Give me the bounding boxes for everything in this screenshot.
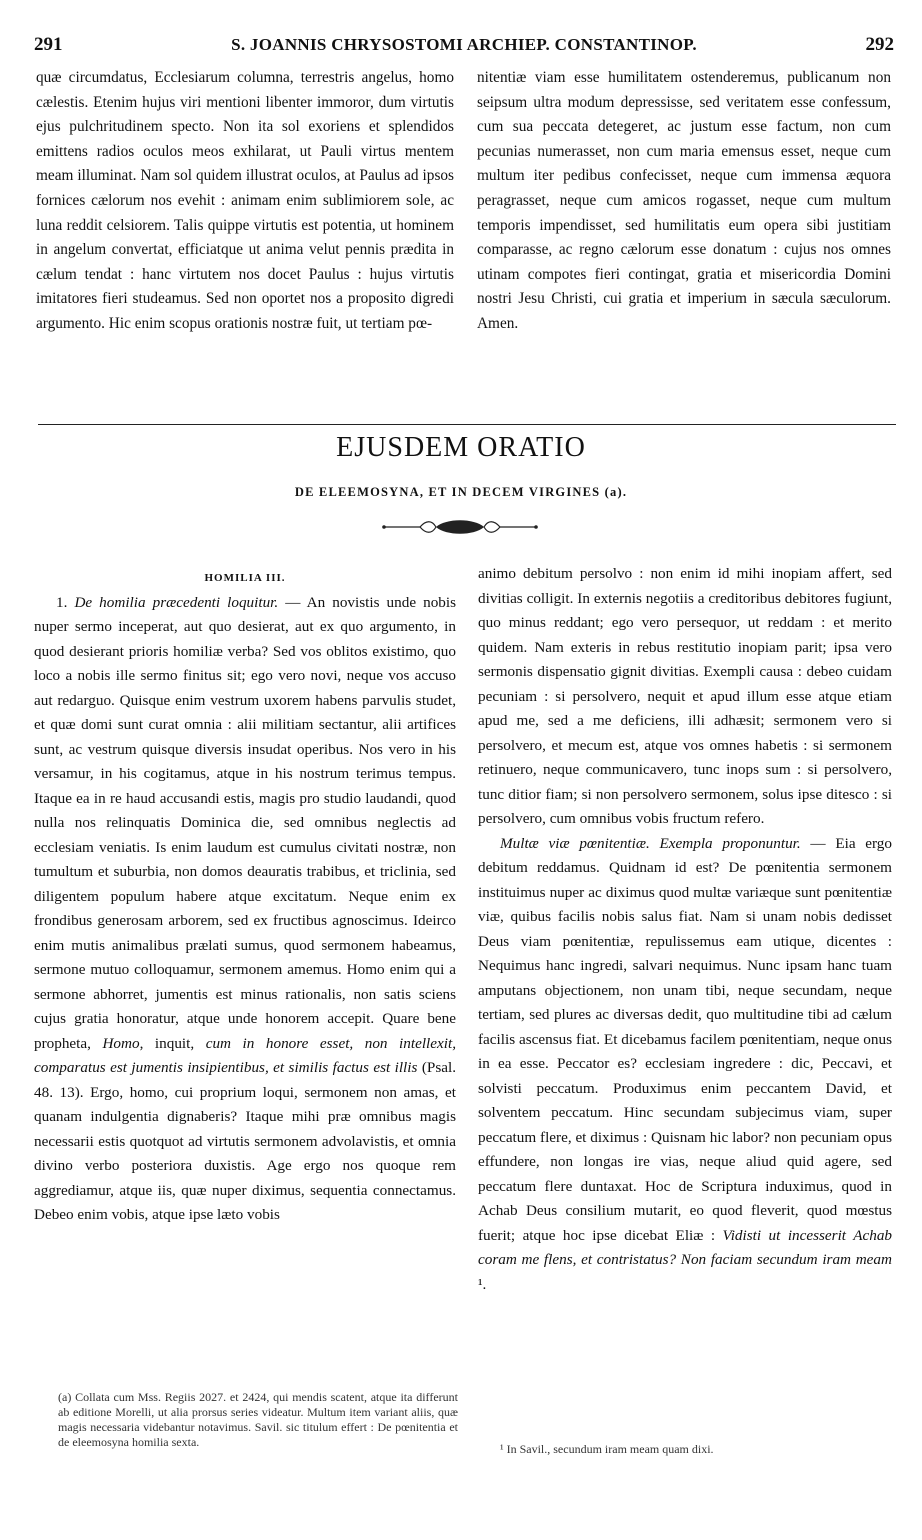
paragraph-1 bbox=[34, 591, 456, 1228]
bottom-left-column bbox=[34, 566, 456, 1228]
footnote-marker: ¹. bbox=[478, 1275, 487, 1293]
psalm-quote: cum in honore esset, non intellexit, comparatus est jumentis insipientibus, et similis factus est illis bbox=[34, 1034, 456, 1076]
top-left-paragraph: quæ circumdatus, Ecclesiarum columna, terrestris angelus, homo cælestis. Etenim hujus viri mentioni libenter immoror, dum virtutis ejus pulchritudinem specto. Non ita sol exoriens et splendidos emittens radios oculos meos exhilarat, ut Pauli virtus mentem meam illuminat. Nam sol quidem illustrat oculos, at Paulus ad ipsos fornices cælorum nos evehit : animam enim sublimiorem sole, ac luna reddit celsiorem. Talis quippe virtutis est potentia, ut hominem in angelum convertat, efficiatque ut anima velut pennis prædita in cælum tendat : hanc virtutem nos docet Paulus : hujus virtutis imitatores fieri studeamus. Sed non oportet nos a proposito digredi argumento. Hic enim scopus orationis nostræ fuit, ut tertiam pœ- bbox=[36, 69, 454, 332]
top-right-paragraph: nitentiæ viam esse humilitatem ostenderemus, publicanum non seipsum ultra modum depressisse, sed veritatem esse confessum, cum sua peccata detegeret, ac justum esse factum, non cum pecunias numerasset, non cum maria emensus esset, neque cum multum iter pedibus confecisset, neque cum immensa æquora peragrasset, neque cum amicos rogasset, neque cum multum temporis impendisset, sed humilitatis eum opera sibi justitiam comparasse, ac regno cælorum esse donatum : cujus nos omnes utinam compotes fieri contingat, gratia et misericordia Domini nostri Jesu Christi, cui gratia et imperium in sæcula sæculorum. Amen. bbox=[477, 69, 891, 332]
oration-title: EJUSDEM ORATIO bbox=[336, 432, 586, 463]
footnote-left: (a) Collata cum Mss. Regiis 2027. et 2424, qui mendis scatent, atque ita differunt ab editione Morelli, ut alia prorsus series videatur. Multum item variant aliis, quæ magis necessaria videbantur notavimus. Savil. sic titulum effert : De pœnitentia et de eleemosyna homilia sexta. bbox=[58, 1390, 458, 1449]
inquit-text: , inquit, bbox=[139, 1034, 206, 1052]
quote-label: Homo bbox=[102, 1034, 140, 1052]
page-number-right: 292 bbox=[865, 34, 894, 55]
paragraph-body: — An novistis unde nobis nuper sermo inceperat, aut quo desierat, aut ex quo argumento, in quod desierant prioris homiliæ verba? Sed vos oblitos existimo, quo loco a nobis ille sermo finitus sit; ego vero novi, neque vos accuso aut redarguo. Quisque enim vestrum uxorem habens parvulis studet, et quæ domi sunt curat omnia : alii militiam sectantur, alii artifices sunt, ac vestrum quisque diversis insudat operibus. Nos vero in his versamur, in his cogitamus, atque in his nostrum terimus tempus. Itaque ea in re haud accusandi estis, magis pro studio laudandi, quod nulla nos relinquatis Dominica die, sed omnibus neglectis ad ecclesiam veniatis. Is enim laudum est cumulus civitati nostræ, non tumultum et suburbia, non domos deauratis trabibus, et triclinia, sed diligentem populum habere atque excitatum. Neque enim ex frondibus generosam arborem, sed ex fructibus agnoscimus. Ideirco enim mutis animalibus prælati sumus, quod sermonem habeamus, sermone mutuo colloquamur, sermonem amemus. Homo enim qui a sermone abhorret, jumentis est minus rationalis, non satis sciens cujus gratia honoratur, atque unde honorem accepit. Quare bene propheta, bbox=[34, 593, 457, 1052]
paragraph-2 bbox=[478, 832, 892, 1298]
running-title: S. JOANNIS CHRYSOSTOMI ARCHIEP. CONSTANTINOP. bbox=[231, 35, 697, 54]
oration-subtitle: DE ELEEMOSYNA, ET IN DECEM VIRGINES (a). bbox=[294, 485, 628, 499]
page-number-left: 291 bbox=[34, 34, 63, 55]
section-summary: Multæ viæ pœnitentiæ. Exempla proponuntur. bbox=[500, 834, 801, 852]
scripture-quote: Vidisti ut incesserit Achab coram me flens, et contristatus? Non faciam secundum iram meam bbox=[478, 1226, 893, 1268]
top-right-column bbox=[477, 66, 891, 337]
paragraph-number: 1. bbox=[56, 593, 68, 611]
footnote-right: ¹ In Savil., secundum iram meam quam dixi. bbox=[500, 1442, 714, 1456]
paragraph-body: — Eia ergo debitum reddamus. Quidnam id est? De pœnitentia sermonem instituimus nuper ac diximus quod multæ variæque sunt pœnitentiæ viæ, quibus facilis nobis salus fiat. Nam si unam nobis dedisset Deus viam pœnitentiæ, repulissemus eam utique, dicentes : Nequimus hanc ingredi, salvari nequimus. Nunc ipsam hanc tuam amputans objectionem, non unam tibi, neque secundam, neque tertiam, sed plures ac diversas dedit, quo multitudine tibi ad cælum facilis ascensus fiat. Et dicebamus facilem pœnitentiam, neque onus in ea esse. Peccator es? ecclesiam ingredere : dic, Peccavi, et solvisti peccatum. Produximus enim peccantem David, et solventem peccatum. Hinc secundam subjecimus viam, super peccatum flere, et diximus : Quisnam hic labor? non pecuniam opus effundere, non longas ire vias, neque aliud quid agere, sed peccatum flere duntaxat. Hoc de Scriptura induximus, quod in Achab Deus consilium mutarit, eo quod fleverit, quod mœstus fuerit; atque hoc ipse dicebat Eliæ : bbox=[478, 834, 892, 1244]
paragraph-continuation: (Psal. 48. 13). Ergo, homo, cui proprium loqui, sermonem non amas, et quanam indulgentia dignaberis? Itaque mihi præ omnibus magis necessarii estis quotquot ad virtutis sermonem advolavistis, et omnia divino verbo posteriora duxistis. Age ergo nos quoque rem aggrediamur, atque iis, quæ nuper diximus, sequentia connectamus. Debeo enim vobis, atque ipse læto vobis bbox=[34, 1059, 456, 1223]
top-left-column bbox=[36, 66, 454, 337]
section-summary: De homilia præcedenti loquitur. bbox=[74, 593, 279, 611]
bottom-right-column bbox=[478, 562, 892, 1297]
paragraph-continued: animo debitum persolvo : non enim id mihi inopiam affert, sed divitias colligit. In externis negotiis a creditoribus debitores fugiunt, quo minus reddant; ego vero persequor, ut reddam : et merito quidem. Nam exteris in rebus restitutio inopiam parit; ipsa vero sermonis dispensatio gignit divitias. Exempli causa : debeo cuidam pecuniam : si persolvero, nequit et apud illum esse atque etiam apud me, sed a me deficiens, illi adhæsit; sermonem vero si persolvero, et mecum est, atque vos omnes habetis : si sermonem retinuero, neque communicavero, tunc inops sum : si persolvero, tunc ditior fiam; si non persolvero sermonem, solus ipse ditesco : si persolvero, cum omnibus vobis fructum refero. bbox=[478, 565, 892, 827]
homilia-heading: HOMILIA III. bbox=[204, 572, 286, 584]
ornament-icon bbox=[380, 516, 540, 538]
page-header bbox=[34, 34, 894, 58]
section-divider bbox=[38, 424, 896, 425]
